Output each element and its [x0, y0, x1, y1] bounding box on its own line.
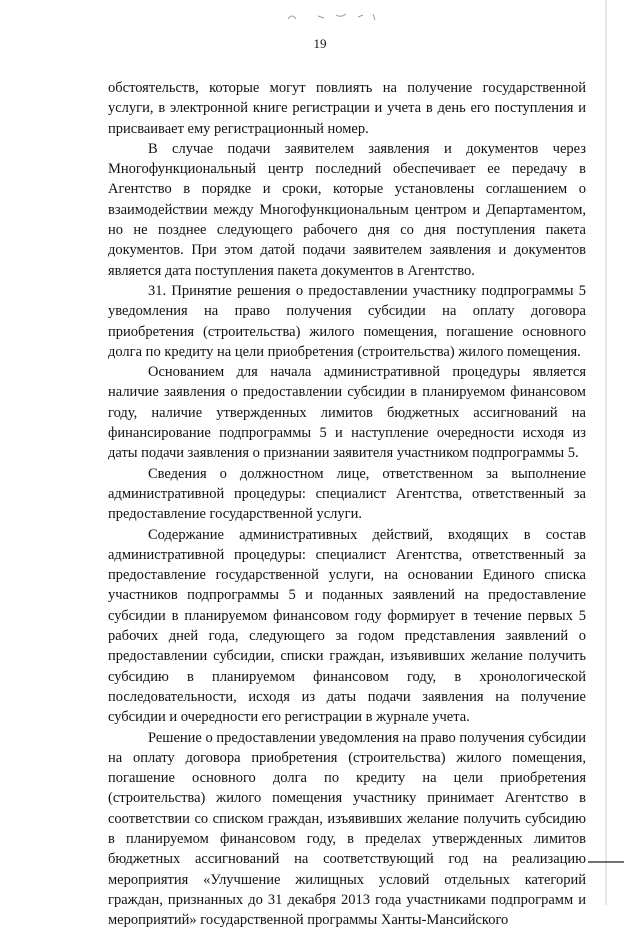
- paragraph-decision: Решение о предоставлении уведомления на право получения субсидии на оплату договора приобретения (строительства) жилого помещения, погашение основного долга по кредиту на цели приобретения (строительства) жилого помещения участнику принимает Агентство в соответствии со списком граждан, изъявивших желание получить субсидию в планируемом финансовом году, в пределах утвержденных лимитов бюджетных ассигнований на соответствующий год на реализацию мероприятия «Улучшение жилищных условий отдельных категорий граждан, признанных до 31 декабря 2013 года участниками подпрограмм и мероприятий» государственной программы Ханты-Мансийского: [108, 728, 586, 930]
- document-body: [108, 78, 586, 930]
- scan-artifact-right: [586, 0, 626, 905]
- paragraph-basis: Основанием для начала административной процедуры является наличие заявления о предоставлении субсидии в планируемом финансовом году, наличие утвержденных лимитов бюджетных ассигнований на финансирование подпрограммы 5 и наступление очередности исходя из даты подачи заявления о признании заявителя участником подпрограммы 5.: [108, 362, 586, 463]
- paragraph-section-31: 31. Принятие решения о предоставлении участнику подпрограммы 5 уведомления на право получения субсидии на оплату договора приобретения (строительства) жилого помещения, погашение основного долга по кредиту на цели приобретения (строительства) жилого помещения.: [108, 281, 586, 362]
- paragraph-continuation: обстоятельств, которые могут повлиять на получение государственной услуги, в электронной книге регистрации и учета в день его поступления и присваивает ему регистрационный номер.: [108, 78, 586, 139]
- paragraph-responsible-official: Сведения о должностном лице, ответственном за выполнение административной процедуры: специалист Агентства, ответственный за предоставление государственной услуги.: [108, 464, 586, 525]
- scan-artifact-top: [278, 10, 398, 24]
- page-number: 19: [0, 36, 640, 52]
- paragraph-mfc-submission: В случае подачи заявителем заявления и документов через Многофункциональный центр последний обеспечивает ее передачу в Агентство в порядке и сроки, которые установлены соглашением о взаимодействии между Многофункциональным центром и Департаментом, но не позднее следующего рабочего дня со дня поступления пакета документов. При этом датой подачи заявителем заявления и документов является дата поступления пакета документов в Агентство.: [108, 139, 586, 281]
- paragraph-content-of-actions: Содержание административных действий, входящих в состав административной процедуры: специалист Агентства, ответственный за предоставление государственной услуги, на основании Единого списка участников подпрограммы 5 и поданных заявлений на предоставление субсидии в планируемом финансовом году формирует в течение первых 5 рабочих дней года, следующего за годом представления заявлений о предоставлении субсидии, списки граждан, изъявивших желание получить субсидию в планируемом финансовом году, в хронологической последовательности, исходя из даты подачи заявления на получение субсидии и очередности его регистрации в журнале учета.: [108, 525, 586, 728]
